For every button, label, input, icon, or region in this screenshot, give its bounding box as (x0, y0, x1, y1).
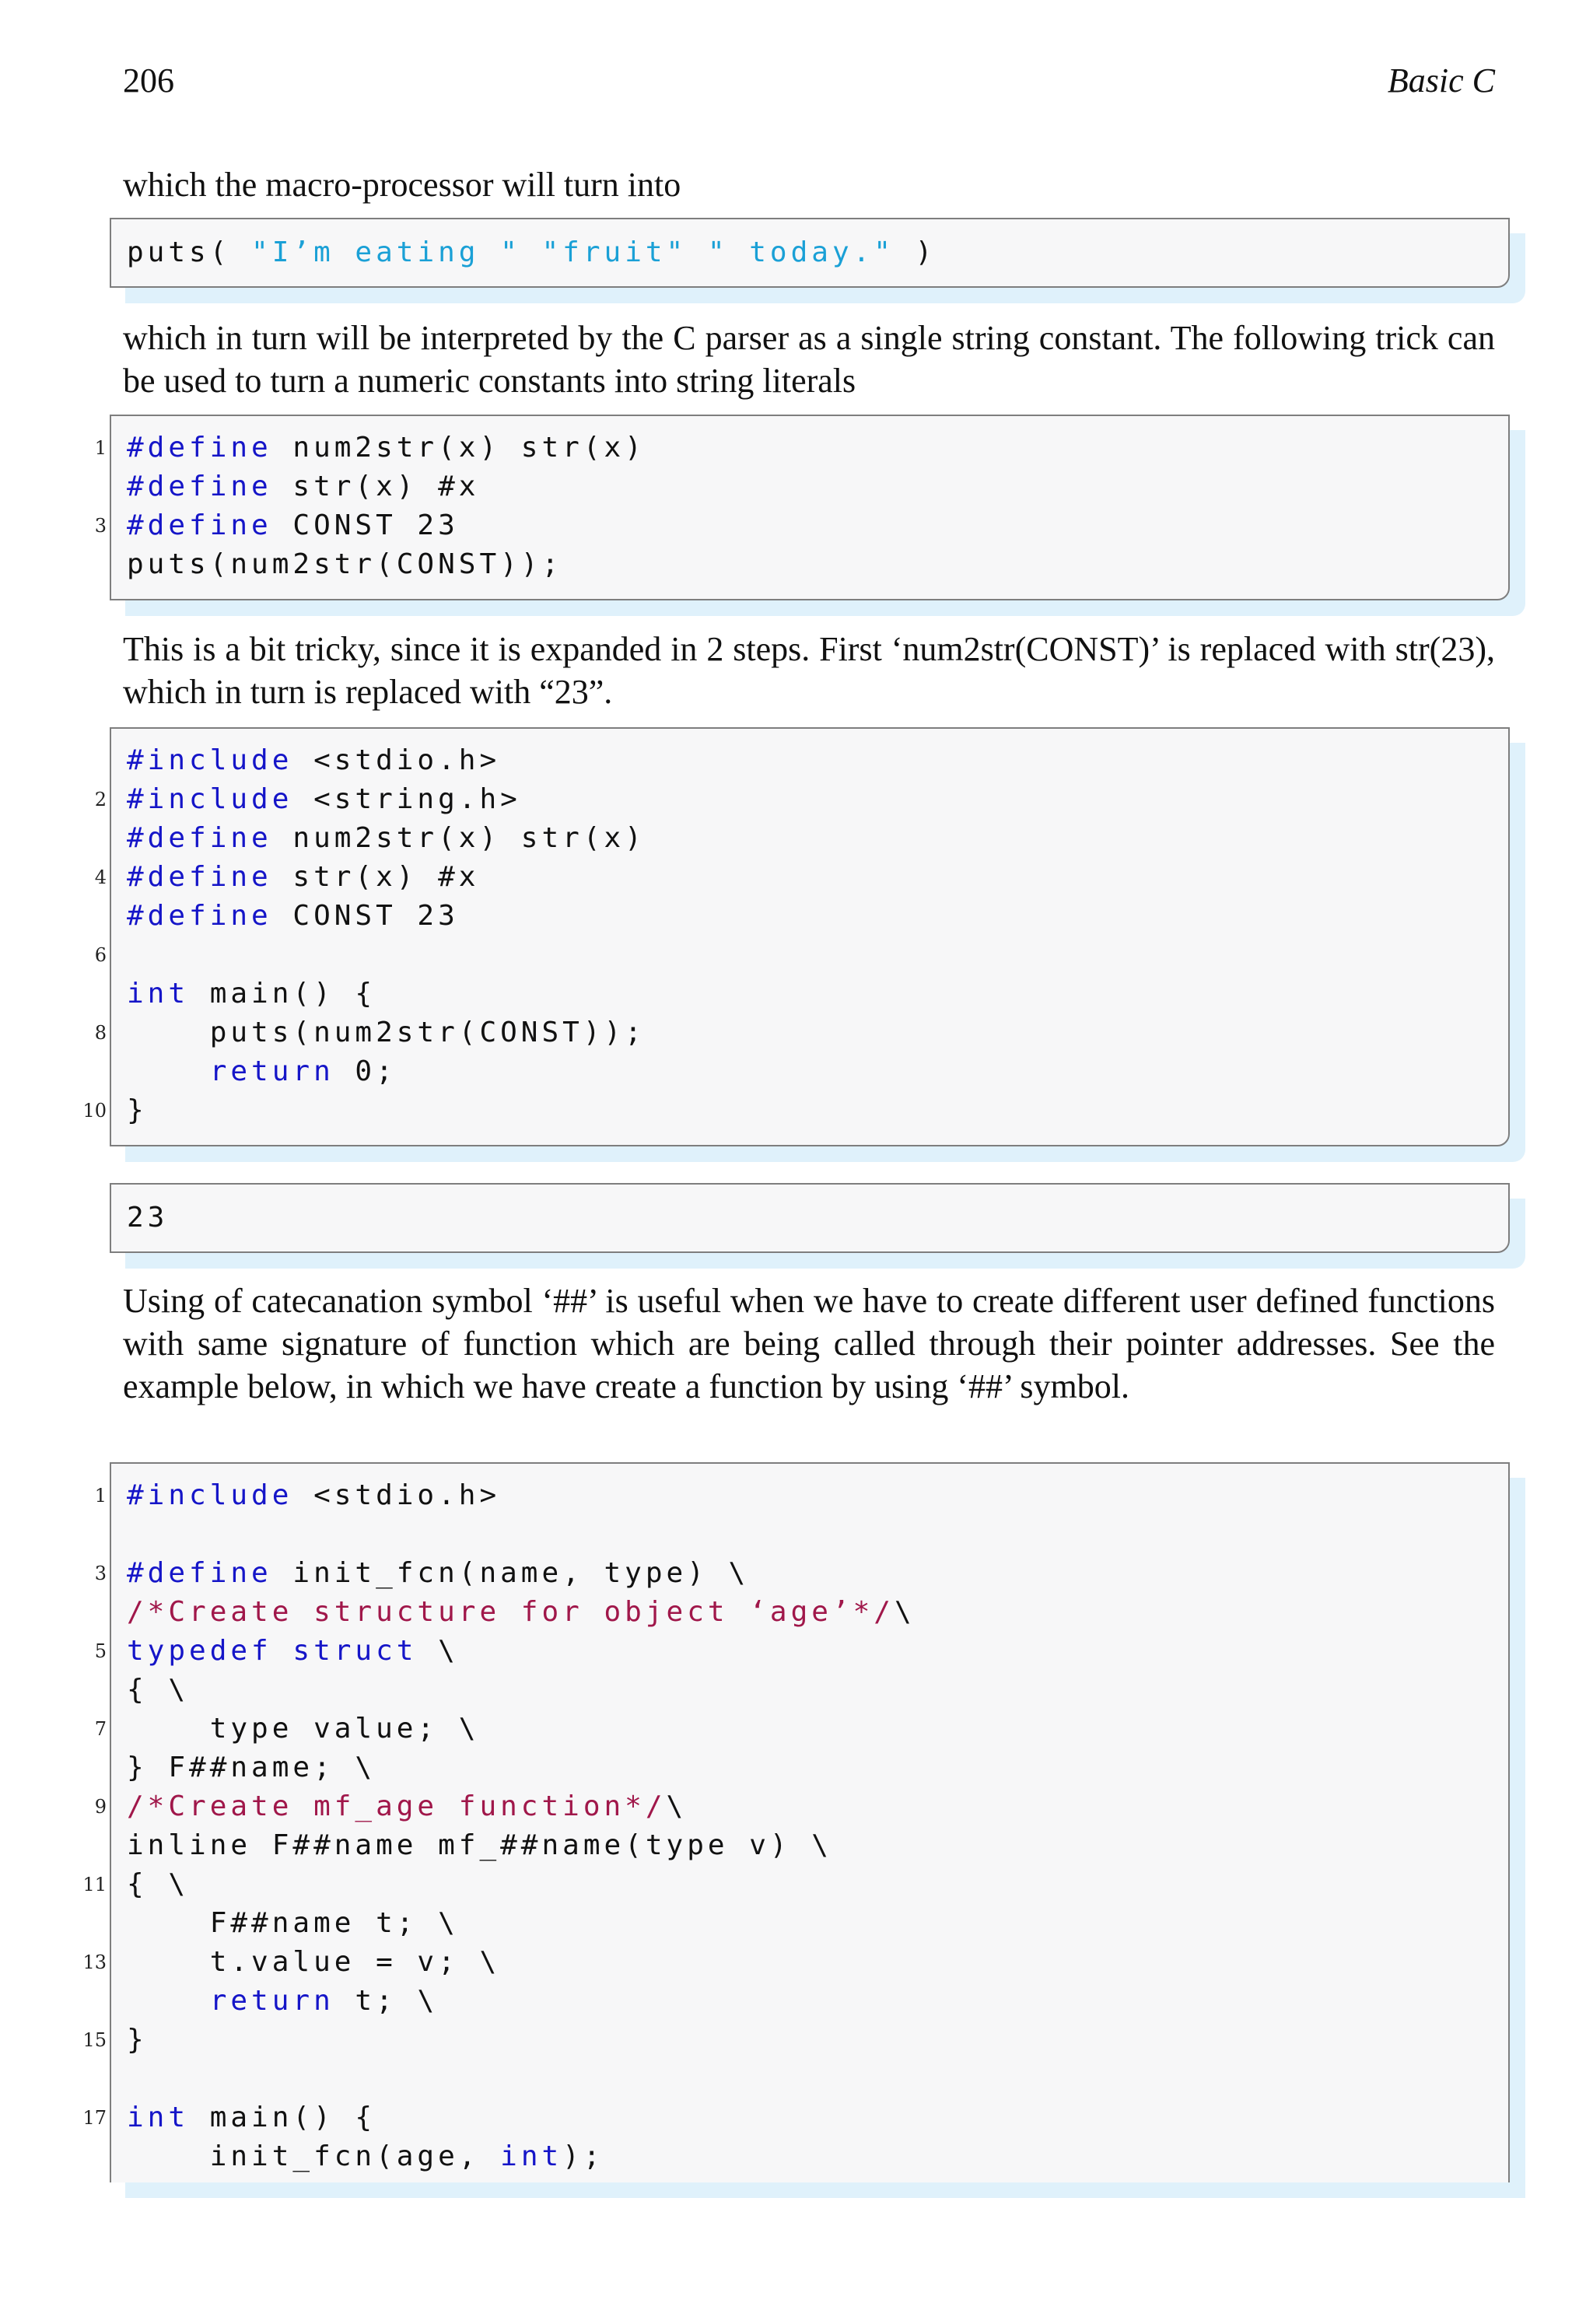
code-line: #define num2str(x) str(x) (127, 822, 646, 854)
code-line: #include <stdio.h> (127, 744, 501, 776)
code-line: inline F##name mf_##name(type v) \ (127, 1829, 832, 1861)
line-number: 4 (94, 866, 107, 888)
line-number: 5 (94, 1640, 107, 1662)
paragraph-2: which in turn will be interpreted by the C parser as a single string constant. The following trick can be used to turn a numeric constants into string literals (123, 319, 1495, 400)
code-block-4 (82, 1462, 1510, 2182)
paragraph-3: This is a bit tricky, since it is expanded in 2 steps. First ‘num2str(CONST)’ is replaced with str(23), which in turn is replaced with “23”. (123, 630, 1495, 711)
line-number: 1 (94, 1485, 107, 1507)
code-line: return 0; (209, 1055, 397, 1087)
line-number: 11 (82, 1874, 107, 1895)
code-line: 3 #define init_fcn(name, type) \ (127, 1554, 749, 1593)
line-number: 17 (82, 2107, 107, 2129)
code-line: 13 t.value = v; \ (127, 1943, 500, 1982)
code-line: F##name t; \ (127, 1907, 459, 1939)
paragraph-4: Using of catecanation symbol ‘##’ is useful when we have to create different user defined functions with same signature of function which are being called through their pointer addresses. See the example below, in which we have create a function by using ‘##’ symbol. (123, 1282, 1495, 1405)
code-line: 17 int main() { (127, 2098, 376, 2137)
paragraph-1: which the macro-processor will turn into (123, 166, 681, 204)
code-line: int main() { (127, 978, 376, 1010)
code-line: puts( "I’m eating " "fruit" " today." ) (127, 236, 937, 268)
code-line: { \ (127, 1674, 190, 1706)
line-number: 15 (82, 2029, 107, 2051)
code-line: #define CONST 23 (127, 900, 459, 932)
code-line: 10 } (127, 1091, 148, 1130)
code-line: return t; \ (209, 1985, 439, 2017)
code-line: /*Create structure for object ‘age’*/\ (127, 1596, 916, 1628)
code-line: 3 #define CONST 23 (127, 506, 459, 545)
code-block-1 (110, 218, 1510, 288)
code-line: 2 #include <string.h> (127, 780, 521, 819)
page-number: 206 (123, 61, 174, 100)
code-line: 11 { \ (127, 1865, 189, 1904)
line-number: 3 (94, 1563, 107, 1584)
output-text: 23 (127, 1202, 169, 1234)
code-line: 15 } (127, 2021, 148, 2060)
code-block-2 (94, 415, 1510, 600)
code-block-3 (82, 727, 1510, 1146)
line-number: 1 (94, 437, 107, 459)
code-line: 1 #include <stdio.h> (127, 1476, 500, 1515)
line-number: 9 (94, 1796, 107, 1818)
code-line: init_fcn(age, int); (127, 2140, 604, 2172)
line-number: 3 (94, 515, 107, 537)
line-number: 8 (94, 1022, 107, 1044)
code-line: 7 type value; \ (127, 1710, 479, 1748)
line-number: 13 (82, 1951, 107, 1973)
code-line: 9 /*Create mf_age function*/\ (127, 1787, 687, 1826)
line-number: 7 (94, 1718, 107, 1740)
code-line: 8 puts(num2str(CONST)); (127, 1013, 646, 1052)
line-number: 2 (94, 789, 107, 810)
line-number: 10 (82, 1100, 107, 1122)
running-title: Basic C (1387, 61, 1495, 100)
code-line: puts(num2str(CONST)); (127, 548, 563, 580)
code-line: 4 #define str(x) #x (127, 858, 479, 897)
line-number: 6 (94, 944, 107, 966)
output-block (110, 1183, 1510, 1253)
code-line: 5 typedef struct \ (127, 1632, 459, 1671)
code-line: 1 #define num2str(x) str(x) (127, 429, 646, 467)
code-line: } F##name; \ (127, 1752, 376, 1783)
page-header (123, 61, 1495, 107)
code-line: #define str(x) #x (127, 471, 480, 502)
